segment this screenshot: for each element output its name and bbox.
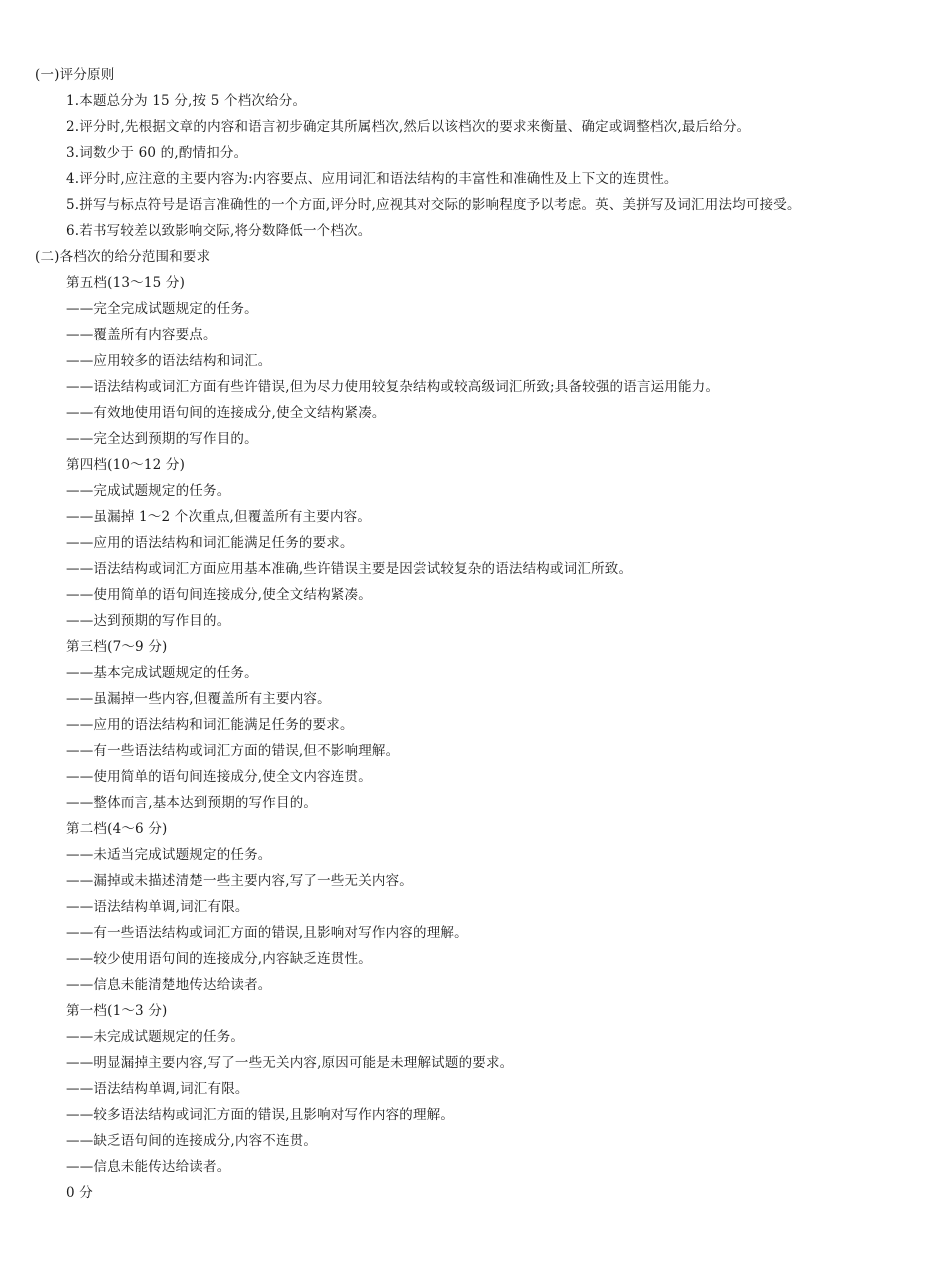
level-heading: 第三档(7～9 分) bbox=[66, 639, 168, 655]
criterion-line: ——漏掉或未描述清楚一些主要内容,写了一些无关内容。 bbox=[66, 873, 413, 889]
criterion-line: ——较少使用语句间的连接成分,内容缺乏连贯性。 bbox=[66, 951, 372, 967]
criterion-line: ——完成试题规定的任务。 bbox=[66, 483, 231, 499]
level-heading: 第五档(13～15 分) bbox=[66, 275, 186, 291]
level-heading: 第二档(4～6 分) bbox=[66, 821, 168, 837]
level-heading: 第四档(10～12 分) bbox=[66, 457, 186, 473]
criterion-line: ——语法结构单调,词汇有限。 bbox=[66, 1081, 249, 1097]
principle-line: 4.评分时,应注意的主要内容为:内容要点、应用词汇和语法结构的丰富性和准确性及上下文的连贯性。 bbox=[66, 171, 678, 187]
section-heading-principles: (一)评分原则 bbox=[35, 67, 115, 83]
criterion-line: ——完全完成试题规定的任务。 bbox=[66, 301, 258, 317]
criterion-line: ——语法结构单调,词汇有限。 bbox=[66, 899, 249, 915]
criterion-line: ——完全达到预期的写作目的。 bbox=[66, 431, 258, 447]
principle-line: 2.评分时,先根据文章的内容和语言初步确定其所属档次,然后以该档次的要求来衡量、确定或调整档次,最后给分。 bbox=[66, 119, 751, 135]
criterion-line: ——有一些语法结构或词汇方面的错误,但不影响理解。 bbox=[66, 743, 400, 759]
criterion-line: ——信息未能传达给读者。 bbox=[66, 1159, 231, 1175]
criterion-line: ——较多语法结构或词汇方面的错误,且影响对写作内容的理解。 bbox=[66, 1107, 455, 1123]
criterion-line: ——使用简单的语句间连接成分,使全文内容连贯。 bbox=[66, 769, 372, 785]
criterion-line: ——应用的语法结构和词汇能满足任务的要求。 bbox=[66, 535, 354, 551]
principle-line: 5.拼写与标点符号是语言准确性的一个方面,评分时,应视其对交际的影响程度予以考虑。英、美拼写及词汇用法均可接受。 bbox=[66, 197, 801, 213]
criterion-line: ——明显漏掉主要内容,写了一些无关内容,原因可能是未理解试题的要求。 bbox=[66, 1055, 514, 1071]
level-heading: 0 分 bbox=[66, 1185, 93, 1201]
criterion-line: ——语法结构或词汇方面应用基本准确,些许错误主要是因尝试较复杂的语法结构或词汇所致。 bbox=[66, 561, 633, 577]
principle-line: 1.本题总分为 15 分,按 5 个档次给分。 bbox=[66, 93, 307, 109]
principle-line: 6.若书写较差以致影响交际,将分数降低一个档次。 bbox=[66, 223, 372, 239]
criterion-line: ——虽漏掉一些内容,但覆盖所有主要内容。 bbox=[66, 691, 331, 707]
level-heading: 第一档(1～3 分) bbox=[66, 1003, 168, 1019]
criterion-line: ——整体而言,基本达到预期的写作目的。 bbox=[66, 795, 318, 811]
criterion-line: ——缺乏语句间的连接成分,内容不连贯。 bbox=[66, 1133, 318, 1149]
criterion-line: ——语法结构或词汇方面有些许错误,但为尽力使用较复杂结构或较高级词汇所致;具备较强的语言运用能力。 bbox=[66, 379, 720, 395]
criterion-line: ——应用较多的语法结构和词汇。 bbox=[66, 353, 272, 369]
section-heading-levels: (二)各档次的给分范围和要求 bbox=[35, 249, 211, 265]
criterion-line: ——覆盖所有内容要点。 bbox=[66, 327, 217, 343]
criterion-line: ——使用简单的语句间连接成分,使全文结构紧凑。 bbox=[66, 587, 372, 603]
criterion-line: ——应用的语法结构和词汇能满足任务的要求。 bbox=[66, 717, 354, 733]
criterion-line: ——未适当完成试题规定的任务。 bbox=[66, 847, 272, 863]
scoring-document bbox=[0, 62, 950, 1206]
criterion-line: ——基本完成试题规定的任务。 bbox=[66, 665, 258, 681]
criterion-line: ——有效地使用语句间的连接成分,使全文结构紧凑。 bbox=[66, 405, 386, 421]
criterion-line: ——达到预期的写作目的。 bbox=[66, 613, 231, 629]
criterion-line: ——未完成试题规定的任务。 bbox=[66, 1029, 245, 1045]
criterion-line: ——有一些语法结构或词汇方面的错误,且影响对写作内容的理解。 bbox=[66, 925, 468, 941]
principle-line: 3.词数少于 60 的,酌情扣分。 bbox=[66, 145, 248, 161]
criterion-line: ——虽漏掉 1～2 个次重点,但覆盖所有主要内容。 bbox=[66, 509, 372, 525]
criterion-line: ——信息未能清楚地传达给读者。 bbox=[66, 977, 272, 993]
